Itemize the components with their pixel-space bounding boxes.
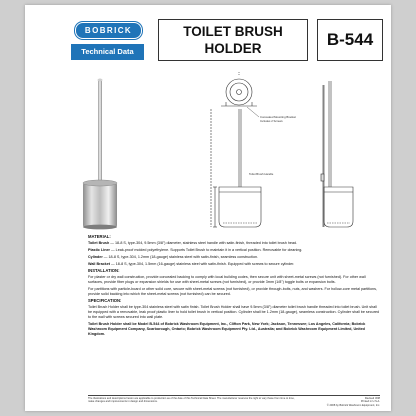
product-photo	[83, 79, 117, 230]
footer	[88, 395, 380, 407]
callout-leader	[247, 107, 259, 117]
copyright: © 2008 by Bobrick Washroom Equipment, Inc.	[326, 403, 380, 407]
header	[61, 14, 385, 64]
model-number: B-544	[317, 19, 383, 61]
callout-screws: Includes 2 Screws	[260, 119, 283, 123]
footer-disclaimer: The illustrations and descriptions herein are applicable to production as of the date of this Technical Data Sheet. The manufacturer reserves the right to vary these from time to time, make changes and improvements in design and dimensions.	[88, 397, 295, 404]
handle-tip	[98, 79, 103, 82]
product-title	[158, 19, 308, 61]
manufacturer-address: Toilet Brush Holder shall be Model B-544 of Bobrick Washroom Equipment, Inc., Clifton Park, New York; Jackson, Tennessee; Los Angeles, California; Bobrick Washroom Equipment Company, Scarborough, Ontario; Bobrick Washroom Equipment Pty. Ltd., Australia; and Bobrick Washroom Equipment Limited, United Kingdom.	[88, 322, 366, 336]
materials-heading: MATERIAL:	[88, 234, 111, 239]
material-item: Plastic Liner — Leak-proof molded polyethylene. Supports Toilet Brush to maintain it in a vertical position. Removable for cleaning.	[88, 248, 303, 253]
brand-block	[71, 19, 144, 61]
product-figures	[61, 71, 385, 239]
cylinder-base	[83, 225, 117, 230]
brush-handle-photo	[98, 81, 102, 181]
bobrick-logo: BOBRICK	[75, 22, 142, 39]
callout-brush-handle: Toilet Brush Handle	[249, 172, 274, 176]
cylinder-photo	[83, 183, 117, 227]
material-item: Cylinder — 18-8 S, type-304, 1.2mm (18-gauge) stainless steel with satin-finish, seamless construction.	[88, 255, 259, 260]
top-view-drawing	[221, 71, 257, 106]
footer-revision	[310, 397, 380, 407]
title-line-2: HOLDER	[204, 41, 262, 56]
installation-paragraph: For partitions with particle-board or other solid core, secure with sheet-metal screws (not furnished), or provide through-bolts, nuts, and washers. For hollow-core metal partitions, provide solid backing into which the sheet-metal screws (not furnished) can be secured.	[88, 287, 377, 297]
installation-heading: INSTALLATION:	[88, 268, 120, 274]
material-item: Toilet Brush — 18-8 S, type-304, 9.5mm (3/8") diameter, stainless steel handle with satin-finish, threaded into toilet brush head.	[88, 241, 298, 246]
technical-data-sheet	[25, 5, 391, 411]
printed-in: Printed in U.S.A.	[360, 400, 380, 404]
installation-paragraph: For plaster or dry wall construction, provide concealed backing to comply with local building codes, then secure unit with sheet-metal screws (not furnished). For other wall surfaces, provide fiber plugs or expansion shields for use with sheet-metal screws (not furnished), or provide 3mm (1/8") toggle bolts or expansion bolts.	[88, 275, 366, 285]
cylinder-rim	[83, 180, 117, 186]
specification-heading: SPECIFICATION:	[88, 298, 122, 304]
specification-paragraph: Toilet Brush Holder shall be type-304 stainless steel with satin finish. Toilet Brush Holder shall have 9.5mm (3/8") diameter toilet brush handle threaded into toilet brush. Unit shall be equipped with a removable, leak proof plastic liner to hold toilet brush in vertical position. Cylinder shall be 1.2mm (18-gauge), seamless construction. Cylinder shall be secured to the wall with screws secured into wall plate.	[88, 305, 380, 320]
title-line-1: TOILET BRUSH	[183, 24, 283, 39]
specification-text	[88, 233, 380, 339]
side-view-drawing	[321, 81, 353, 227]
revised-date: Revised 3/08	[364, 397, 380, 400]
front-view-drawing	[211, 109, 261, 227]
technical-data-label: Technical Data	[71, 44, 144, 60]
callout-mounting-bracket: Concealed Mounting Bracket	[260, 115, 296, 119]
material-item: Wall Bracket — 18-8 S, type-304, 1.5mm (16-gauge) stainless steel with satin-finish. Equipped with screws to secure cylinder.	[88, 262, 295, 267]
